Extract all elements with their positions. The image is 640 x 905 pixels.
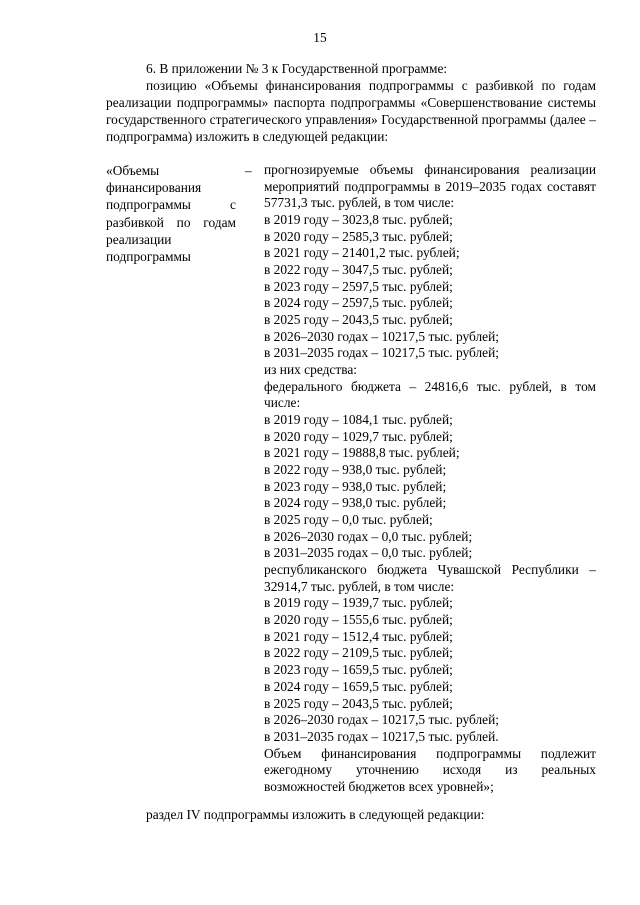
federal-year-line: в 2019 году – 1084,1 тыс. рублей; [264,412,453,428]
republic-year-line: в 2025 году – 2043,5 тыс. рублей; [264,695,453,711]
federal-year-line: в 2025 году – 0,0 тыс. рублей; [264,512,433,528]
total-year-line: в 2020 году – 2585,3 тыс. рублей; [264,228,453,244]
sources-label: из них средства: [264,362,358,378]
total-year-line: в 2026–2030 годах – 10217,5 тыс. рублей; [264,328,499,344]
total-year-line: в 2019 году – 3023,8 тыс. рублей; [264,212,453,228]
total-year-line: в 2025 году – 2043,5 тыс. рублей; [264,312,453,328]
total-financing: прогнозируемые объемы финансирования реализации мероприятий подпрограммы в 2019–2035 годах составят 57731,3 тыс. рублей, в том числе: [264,162,596,211]
republic-year-line: в 2021 году – 1512,4 тыс. рублей; [264,628,453,644]
table-left-cell: «Объемы финансирования подпрограммы с разбивкой по годам реализации подпрограммы [106,163,236,265]
page-number: 15 [313,30,327,45]
footer-text: раздел IV подпрограммы изложить в следующей редакции: [146,807,485,822]
federal-year-line: в 2023 году – 938,0 тыс. рублей; [264,478,447,494]
total-year-line: в 2022 году – 3047,5 тыс. рублей; [264,262,453,278]
total-year-line: в 2031–2035 годах – 10217,5 тыс. рублей; [264,345,499,361]
intro-section [106,60,596,145]
table-right-cell [264,162,596,796]
table-dash: – [245,163,252,178]
total-year-line: в 2021 году – 21401,2 тыс. рублей; [264,245,460,261]
intro-item: 6. В приложении № 3 к Государственной программе: [146,61,448,76]
federal-budget: федерального бюджета – 24816,6 тыс. рублей, в том числе: [264,378,596,411]
republic-year-line: в 2020 году – 1555,6 тыс. рублей; [264,612,453,628]
federal-year-line: в 2020 году – 1029,7 тыс. рублей; [264,428,453,444]
intro-text: позицию «Объемы финансирования подпрограммы с разбивкой по годам реализации подпрограммы» паспорта подпрограммы «Совершенствование системы государственного стратегического управления» Государственной программы (далее – подпрограмма) изложить в следующей редакции: [106,78,596,144]
republic-year-line: в 2022 году – 2109,5 тыс. рублей; [264,645,453,661]
financing-note: Объем финансирования подпрограммы подлежит ежегодному уточнению исходя из реальных возможностей бюджетов всех уровней»; [264,745,596,794]
federal-year-line: в 2021 году – 19888,8 тыс. рублей; [264,445,460,461]
federal-year-line: в 2031–2035 годах – 0,0 тыс. рублей; [264,545,473,561]
federal-year-line: в 2024 году – 938,0 тыс. рублей; [264,495,447,511]
republic-year-line: в 2019 году – 1939,7 тыс. рублей; [264,595,453,611]
republic-year-line: в 2031–2035 годах – 10217,5 тыс. рублей. [264,728,499,744]
federal-year-line: в 2022 году – 938,0 тыс. рублей; [264,462,447,478]
total-year-line: в 2023 году – 2597,5 тыс. рублей; [264,278,453,294]
total-year-line: в 2024 году – 2597,5 тыс. рублей; [264,295,453,311]
republic-year-line: в 2024 году – 1659,5 тыс. рублей; [264,678,453,694]
federal-year-line: в 2026–2030 годах – 0,0 тыс. рублей; [264,528,473,544]
republic-year-line: в 2023 году – 1659,5 тыс. рублей; [264,662,453,678]
republic-budget: республиканского бюджета Чувашской Республики – 32914,7 тыс. рублей, в том числе: [264,562,596,594]
republic-year-line: в 2026–2030 годах – 10217,5 тыс. рублей; [264,712,499,728]
